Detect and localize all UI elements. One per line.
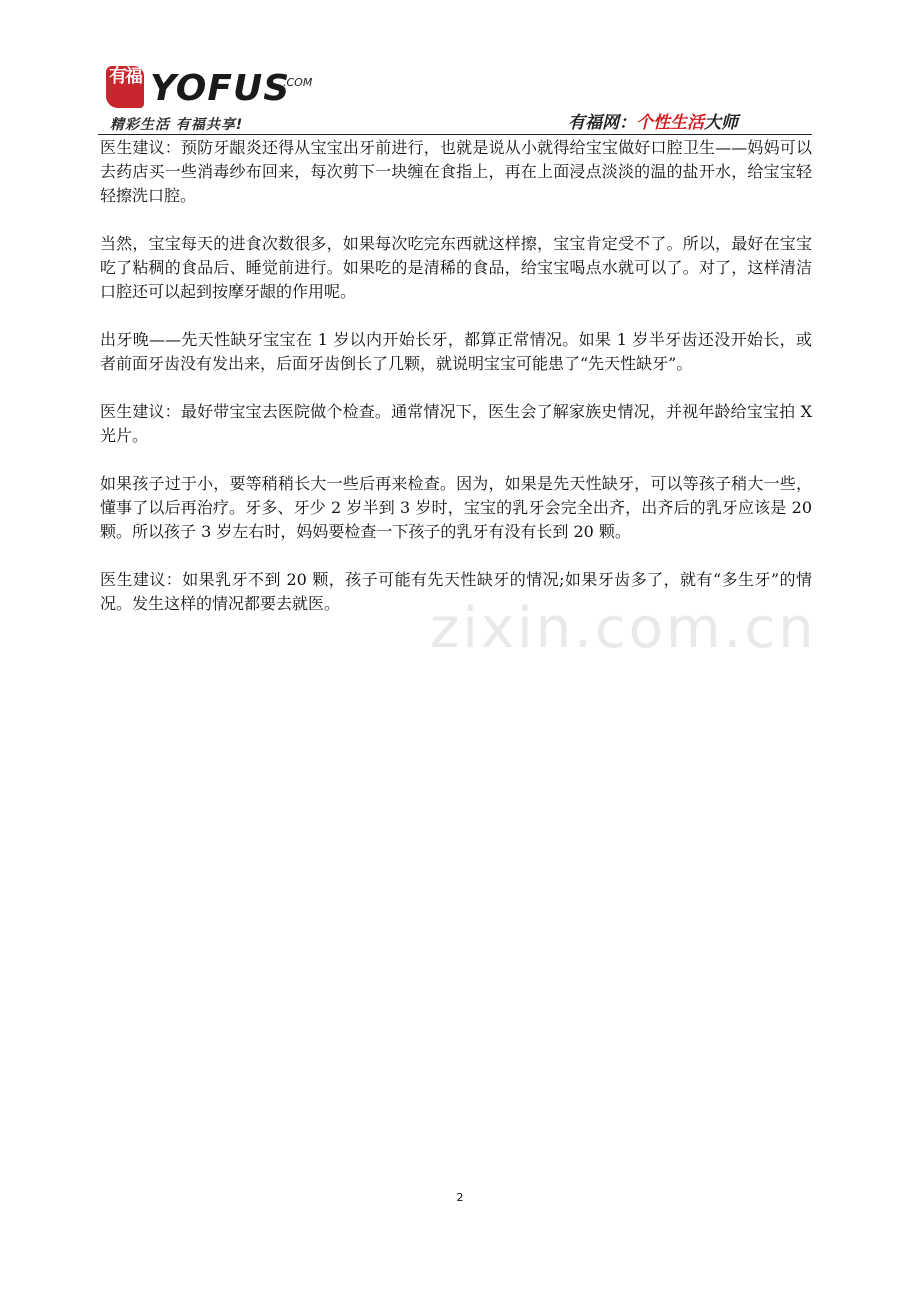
- slogan-suffix: 大师: [704, 113, 738, 133]
- watermark: zixin.com.cn: [430, 596, 817, 661]
- logo-dotcom: .COM: [283, 76, 313, 89]
- site-slogan: [568, 108, 738, 133]
- logo-tagline: 精彩生活 有福共享!: [110, 117, 244, 133]
- paragraph: 医生建议：如果乳牙不到 20 颗，孩子可能有先天性缺牙的情况;如果牙齿多了，就有“多生牙”的情况。发生这样的情况都要去就医。: [100, 570, 812, 613]
- header-divider: [98, 134, 812, 135]
- yofus-logo: [98, 62, 338, 132]
- page-number: 2: [456, 1191, 464, 1204]
- slogan-prefix: 有福网：: [568, 113, 636, 133]
- paragraph: 如果孩子过于小，要等稍稍长大一些后再来检查。因为，如果是先天性缺牙，可以等孩子稍大一些，懂事了以后再治疗。牙多、牙少 2 岁半到 3 岁时，宝宝的乳牙会完全出齐，出齐后的乳牙应该是 20 颗。所以孩子 3 岁左右时，妈妈要检查一下孩子的乳牙有没有长到 20 颗。: [100, 474, 812, 541]
- paragraph: 医生建议：预防牙龈炎还得从宝宝出牙前进行，也就是说从小就得给宝宝做好口腔卫生——妈妈可以去药店买一些消毒纱布回来，每次剪下一块缠在食指上，再在上面浸点淡淡的温的盐开水，给宝宝轻轻擦洗口腔。: [100, 138, 812, 205]
- paragraph: 出牙晚——先天性缺牙宝宝在 1 岁以内开始长牙，都算正常情况。如果 1 岁半牙齿还没开始长，或者前面牙齿没有发出来，后面牙齿倒长了几颗，就说明宝宝可能患了“先天性缺牙”。: [100, 330, 812, 373]
- logo-wordmark: YOFUS: [150, 68, 291, 109]
- paragraph: 当然，宝宝每天的进食次数很多，如果每次吃完东西就这样擦，宝宝肯定受不了。所以，最好在宝宝吃了粘稠的食品后、睡觉前进行。如果吃的是清稀的食品，给宝宝喝点水就可以了。对了，这样清洁口腔还可以起到按摩牙龈的作用呢。: [100, 234, 812, 301]
- paragraph: 医生建议：最好带宝宝去医院做个检查。通常情况下，医生会了解家族史情况，并视年龄给宝宝拍 X 光片。: [100, 402, 812, 445]
- article-body: [100, 136, 812, 640]
- slogan-accent: 个性生活: [636, 113, 704, 133]
- logo-seal: 有福: [106, 66, 144, 108]
- page-header: [98, 62, 812, 134]
